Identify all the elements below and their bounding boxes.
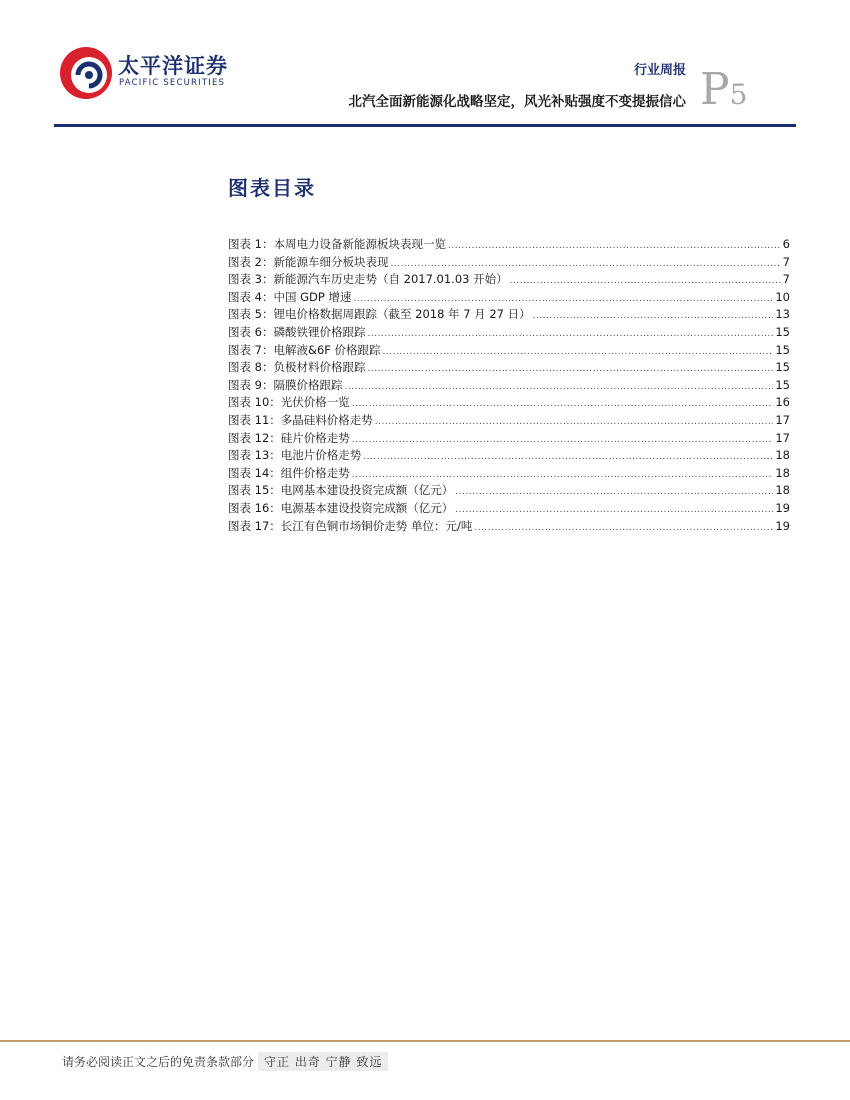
- logo-english-name: PACIFIC SECURITIES: [119, 78, 226, 88]
- report-type: 行业周报: [633, 63, 686, 78]
- toc-leader-dots: [352, 395, 774, 409]
- toc-item-page: 15: [775, 360, 790, 375]
- page-header: [0, 0, 850, 130]
- company-logo: [58, 45, 228, 105]
- logo-chinese-name: 太平洋证券: [118, 54, 228, 78]
- toc-item[interactable]: [228, 271, 790, 289]
- toc-item[interactable]: [228, 342, 790, 360]
- toc-item-page: 10: [775, 289, 790, 304]
- toc-leader-dots: [363, 448, 773, 462]
- toc-item-label: 图表 6：磷酸铁锂价格跟踪: [228, 324, 366, 339]
- toc-item-page: 15: [775, 342, 790, 357]
- toc-item-label: 图表 7：电解液&6F 价格跟踪: [228, 342, 381, 357]
- company-motto: 守正 出奇 宁静 致远: [258, 1052, 388, 1071]
- toc-heading: 图表目录: [228, 176, 316, 200]
- toc-item-label: 图表 2：新能源车细分板块表现: [228, 254, 389, 269]
- toc-leader-dots: [455, 501, 773, 515]
- table-of-figures: [228, 236, 790, 535]
- toc-item-label: 图表 4：中国 GDP 增速: [228, 289, 352, 304]
- toc-item-page: 19: [775, 500, 790, 515]
- report-title: 北汽全面新能源化战略坚定，风光补贴强度不变提振信心: [348, 94, 686, 110]
- toc-item-label: 图表 12：硅片价格走势: [228, 430, 350, 445]
- toc-leader-dots: [448, 237, 781, 251]
- toc-item-page: 15: [775, 324, 790, 339]
- header-divider: [54, 124, 796, 127]
- toc-item-label: 图表 15：电网基本建设投资完成额（亿元）: [228, 483, 454, 498]
- toc-item[interactable]: [228, 430, 790, 448]
- page-number: [700, 64, 747, 115]
- toc-leader-dots: [455, 483, 773, 497]
- page-prefix: P: [700, 64, 730, 115]
- toc-item-page: 19: [775, 518, 790, 533]
- toc-item-label: 图表 17：长江有色铜市场铜价走势 单位：元/吨: [228, 518, 473, 533]
- toc-item-page: 6: [782, 237, 790, 251]
- toc-item[interactable]: [228, 377, 790, 395]
- toc-item[interactable]: [228, 447, 790, 465]
- toc-leader-dots: [353, 290, 773, 304]
- toc-item[interactable]: [228, 465, 790, 483]
- toc-item-page: 17: [775, 430, 790, 445]
- toc-item-label: 图表 16：电源基本建设投资完成额（亿元）: [228, 500, 454, 515]
- toc-item-label: 图表 1：本周电力设备新能源板块表现一览: [228, 237, 446, 251]
- page-footer: [62, 1052, 388, 1071]
- toc-item[interactable]: [228, 236, 790, 254]
- toc-leader-dots: [474, 519, 773, 533]
- toc-item-page: 18: [775, 483, 790, 498]
- toc-item-label: 图表 10：光伏价格一览: [228, 395, 350, 410]
- disclaimer-notice: 请务必阅读正文之后的免责条款部分: [62, 1055, 255, 1069]
- toc-leader-dots: [367, 360, 773, 374]
- toc-item-label: 图表 9：隔膜价格跟踪: [228, 377, 343, 392]
- toc-item[interactable]: [228, 412, 790, 430]
- toc-item-label: 图表 11：多晶硅料价格走势: [228, 412, 373, 427]
- toc-item[interactable]: [228, 306, 790, 324]
- footer-divider: [0, 1040, 850, 1042]
- toc-leader-dots: [344, 378, 773, 392]
- toc-item-page: 15: [775, 377, 790, 392]
- toc-item-page: 13: [775, 307, 790, 322]
- toc-item-page: 16: [775, 395, 790, 410]
- toc-item-page: 18: [775, 448, 790, 463]
- toc-item[interactable]: [228, 482, 790, 500]
- toc-item[interactable]: [228, 518, 790, 536]
- toc-leader-dots: [390, 255, 780, 269]
- toc-leader-dots: [383, 343, 774, 357]
- toc-item-label: 图表 8：负极材料价格跟踪: [228, 360, 366, 375]
- toc-item-page: 7: [782, 254, 790, 269]
- toc-leader-dots: [533, 307, 774, 321]
- toc-item-label: 图表 5：锂电价格数据周跟踪（截至 2018 年 7 月 27 日）: [228, 307, 531, 322]
- toc-item[interactable]: [228, 254, 790, 272]
- toc-leader-dots: [510, 272, 781, 286]
- toc-leader-dots: [367, 325, 773, 339]
- toc-leader-dots: [352, 431, 774, 445]
- toc-item[interactable]: [228, 289, 790, 307]
- toc-item-label: 图表 3：新能源汽车历史走势（自 2017.01.03 开始）: [228, 272, 508, 287]
- toc-item[interactable]: [228, 394, 790, 412]
- logo-emblem-icon: [58, 45, 114, 101]
- toc-item[interactable]: [228, 500, 790, 518]
- toc-item-label: 图表 13：电池片价格走势: [228, 448, 362, 463]
- toc-leader-dots: [375, 413, 774, 427]
- toc-item-page: 7: [782, 272, 790, 287]
- toc-item[interactable]: [228, 324, 790, 342]
- page-number-value: 5: [729, 78, 748, 111]
- toc-item-page: 18: [775, 465, 790, 480]
- toc-leader-dots: [352, 466, 774, 480]
- toc-item-label: 图表 14：组件价格走势: [228, 465, 350, 480]
- toc-item[interactable]: [228, 359, 790, 377]
- toc-item-page: 17: [775, 412, 790, 427]
